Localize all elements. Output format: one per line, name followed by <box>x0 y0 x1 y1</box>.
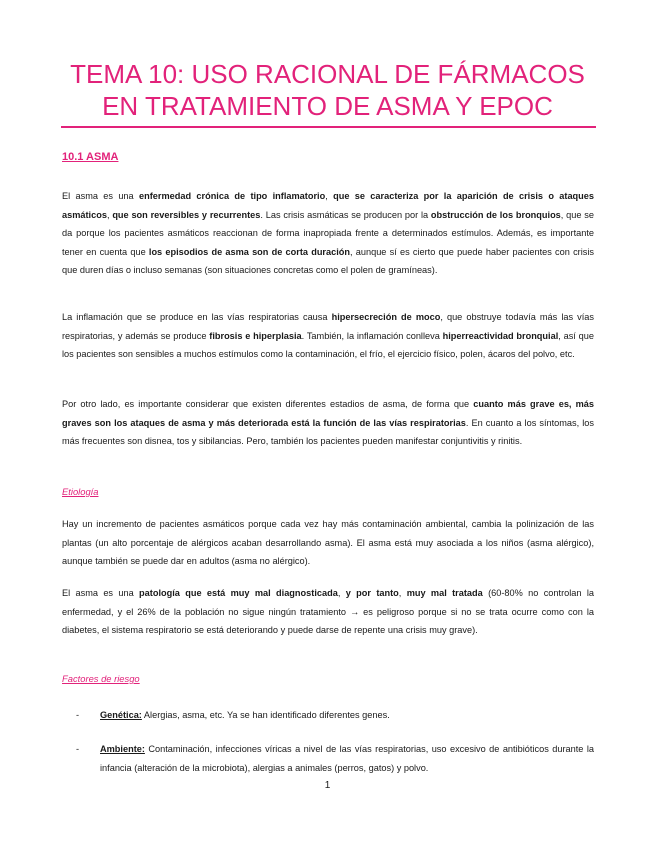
list-item <box>62 740 594 777</box>
text-run: , así que los pacientes son sensibles a muchos estímulos como la contaminación, el frío, el ejercicio físico, polen, ácaros del polvo, etc. <box>62 330 594 359</box>
bold-text: que se caracteriza por la aparición de crisis o ataques asmáticos <box>62 191 594 220</box>
text-run: , <box>106 209 113 220</box>
text-run: Por otro lado, es importante considerar que existen diferentes estadios de asma, de forma que <box>62 399 474 409</box>
bold-text: obstrucción de los bronquios <box>430 209 561 220</box>
bold-text: patología que está muy mal diagnosticada <box>139 588 338 598</box>
text-run: , <box>337 588 346 598</box>
text-run: La inflamación que se produce en las vías respiratorias causa <box>62 312 332 322</box>
text-run: (60-80% no controlan la enfermedad, y el 26% de la población no sigue ningún tratamiento → es peligroso porque si no se trata ocurre como con la diabetes, el sistema respiratorio se está deteriorando y puede darse de repente una crisis muy grave). <box>62 588 594 635</box>
text-run: . Las crisis asmáticas se producen por la <box>260 209 431 220</box>
title-divider <box>61 126 596 128</box>
subheading-etiologia: Etiología <box>62 486 99 497</box>
paragraph-3 <box>62 395 594 451</box>
text-run: , <box>398 588 407 598</box>
subheading-factores-riesgo: Factores de riesgo <box>62 673 140 684</box>
section-heading: 10.1 ASMA <box>62 151 119 163</box>
text-run: , aunque sí es cierto que puede haber pacientes con crisis que duren días o incluso semanas (son situaciones concretas como el polen de gramíneas). <box>62 246 594 275</box>
bullet-dash: - <box>76 710 80 720</box>
text-run: Hay un incremento de pacientes asmáticos porque cada vez hay más contaminación ambiental, cambia la polinización de las plantas (un alto porcentaje de alérgicos acaban desarrollando asma). El asma está muy asociada a los niños (asma alérgico), aunque también se puede dar en adultos (asma no alérgico). <box>62 519 594 566</box>
bold-text: hipersecreción de moco <box>331 312 441 322</box>
bold-text: y por tanto <box>345 588 399 598</box>
text-run: . En cuanto a los síntomas, los más frecuentes son disnea, tos y sibilancias. Pero, también los pacientes pueden manifestar conjuntivitis y rinitis. <box>62 417 594 446</box>
text-run: El asma es una <box>62 191 139 201</box>
bold-text: muy mal tratada <box>406 588 483 598</box>
page-title <box>40 58 615 122</box>
bold-text: hiperreactividad bronquial <box>442 330 559 341</box>
paragraph-4 <box>62 515 594 571</box>
bold-text: cuanto más grave es, más graves son los ataques de asma y más deteriorada está la función de las vías respiratorias <box>62 399 594 428</box>
bullet-label: Ambiente: <box>100 744 145 754</box>
bold-text: que son reversibles y recurrentes <box>112 209 261 220</box>
title-line-1: TEMA 10: USO RACIONAL DE FÁRMACOS <box>70 59 585 89</box>
title-line-2: EN TRATAMIENTO DE ASMA Y EPOC <box>102 91 553 121</box>
text-run: , que se da porque los pacientes asmáticos reaccionan de forma inapropiada frente a determinados estímulos. Además, es importante tener en cuenta que <box>62 209 594 257</box>
page-number: 1 <box>324 780 331 791</box>
text-run: , que obstruye todavía más las vías respiratorias, y además se produce <box>62 312 594 341</box>
paragraph-2 <box>62 308 594 364</box>
paragraph-5 <box>62 584 594 640</box>
bold-text: los episodios de asma son de corta duración <box>148 246 350 257</box>
text-run: , <box>325 191 334 201</box>
bold-text: enfermedad crónica de tipo inflamatorio <box>138 191 326 201</box>
bullet-label: Genética: <box>100 710 142 720</box>
bullet-text: Contaminación, infecciones víricas a nivel de las vías respiratorias, uso excesivo de antibióticos durante la infancia (alteración de la microbiota), alergias a animales (perros, gatos) y polvo. <box>100 744 594 773</box>
text-run: . También, la inflamación conlleva <box>301 330 443 341</box>
text-run: El asma es una <box>62 588 140 598</box>
bullet-text: Alergias, asma, etc. Ya se han identificado diferentes genes. <box>141 710 390 720</box>
bullet-dash: - <box>76 744 80 754</box>
paragraph-1 <box>62 187 594 280</box>
bold-text: fibrosis e hiperplasia <box>209 330 302 341</box>
list-item <box>62 706 594 725</box>
